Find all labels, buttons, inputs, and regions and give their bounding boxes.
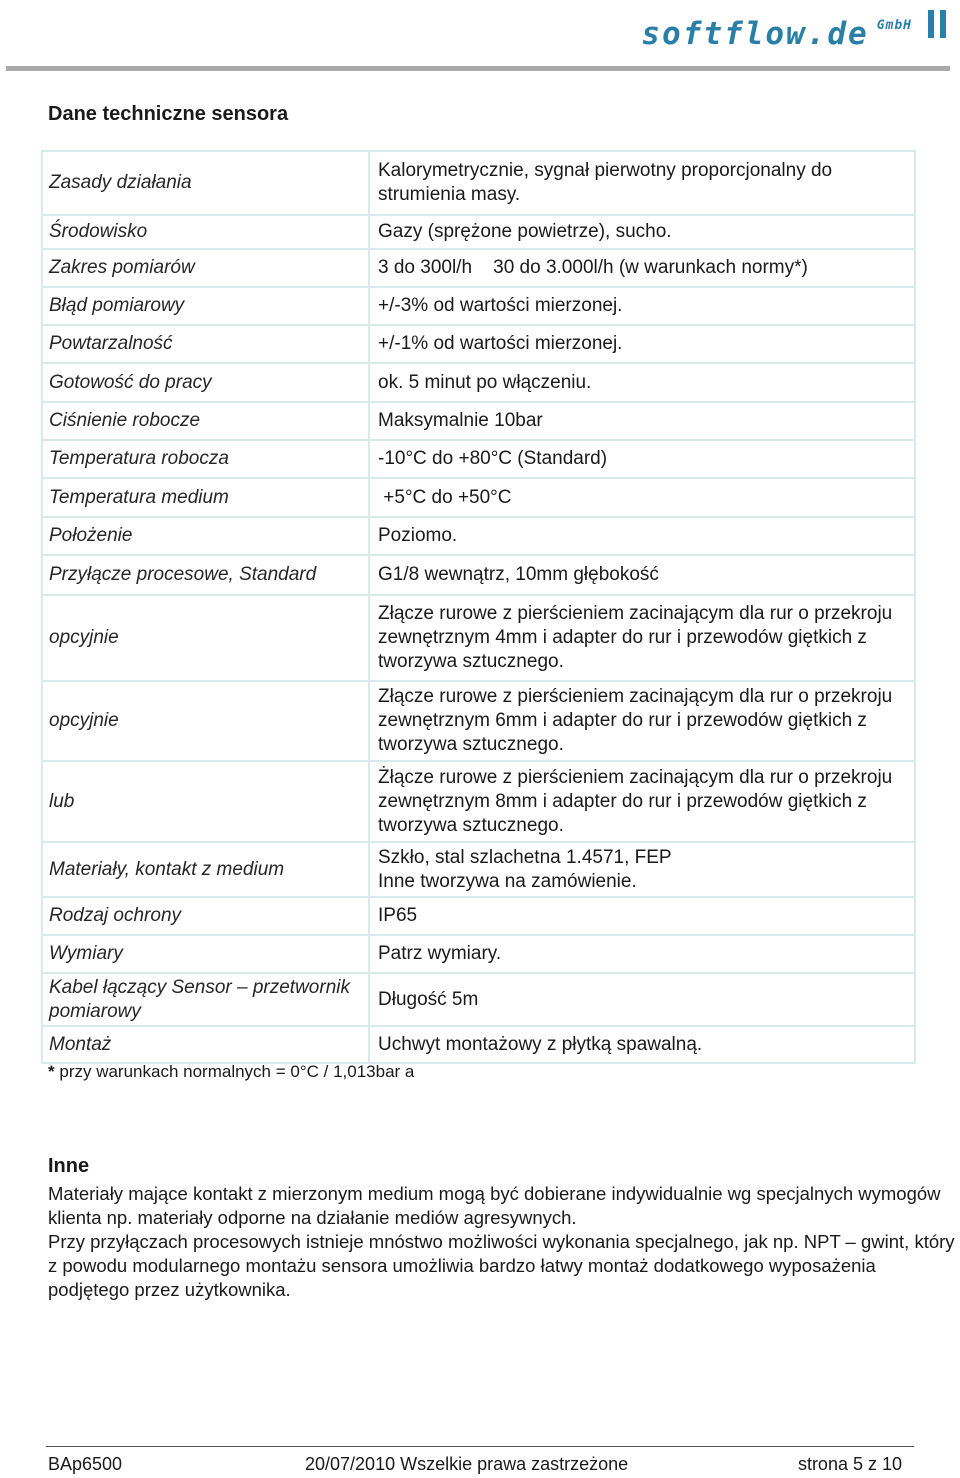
spec-value: Długość 5m	[369, 973, 915, 1026]
spec-label: Położenie	[42, 517, 369, 555]
spec-value: Żłącze rurowe z pierścieniem zacinającym dla rur o przekroju zewnętrznym 8mm i adapter do rur i przewodów giętkich z tworzywa sztucznego.	[369, 761, 915, 842]
other-section-title: Inne	[48, 1155, 90, 1177]
spec-label: Ciśnienie robocze	[42, 402, 369, 440]
spec-label: Zasady działania	[42, 151, 369, 215]
spec-label: Kabel łączący Sensor – przetwornik pomiarowy	[42, 973, 369, 1026]
spec-value: Gazy (sprężone powietrze), sucho.	[369, 215, 915, 249]
softflow-logo	[641, 6, 946, 56]
logo-suffix: GmbH	[876, 18, 912, 33]
spec-label: Materiały, kontakt z medium	[42, 842, 369, 897]
spec-value: 3 do 300l/h 30 do 3.000l/h (w warunkach normy*)	[369, 249, 915, 287]
spec-label: Przyłącze procesowe, Standard	[42, 555, 369, 595]
spec-value: IP65	[369, 897, 915, 935]
spec-value: +5°C do +50°C	[369, 478, 915, 517]
footer-page-number: strona 5 z 10	[797, 1454, 902, 1474]
spec-row	[42, 935, 915, 973]
spec-label: lub	[42, 761, 369, 842]
spec-value: Uchwyt montażowy z płytką spawalną.	[369, 1026, 915, 1063]
logo-text: softflow.de	[641, 16, 869, 52]
spec-label: Środowisko	[42, 215, 369, 249]
footnote	[48, 1062, 414, 1082]
other-section-text	[48, 1182, 960, 1302]
spec-row	[42, 517, 915, 555]
spec-row	[42, 151, 915, 215]
spec-row	[42, 215, 915, 249]
spec-row	[42, 842, 915, 897]
spec-label: Zakres pomiarów	[42, 249, 369, 287]
spec-row	[42, 287, 915, 325]
spec-row	[42, 595, 915, 681]
spec-table	[41, 150, 916, 1064]
spec-label: Montaż	[42, 1026, 369, 1063]
spec-row	[42, 325, 915, 363]
footer-doc-code: BAp6500	[48, 1454, 123, 1474]
spec-row	[42, 973, 915, 1026]
footer-date-rights: 20/07/2010 Wszelkie prawa zastrzeżone	[305, 1454, 629, 1474]
spec-row	[42, 897, 915, 935]
spec-row	[42, 1026, 915, 1063]
footnote-text: przy warunkach normalnych = 0°C / 1,013bar a	[59, 1062, 415, 1081]
footer-divider	[46, 1446, 914, 1447]
spec-label: opcyjnie	[42, 595, 369, 681]
logo-bars-icon	[928, 10, 946, 38]
spec-label: Rodzaj ochrony	[42, 897, 369, 935]
spec-value: Kalorymetrycznie, sygnał pierwotny proporcjonalny do strumienia masy.	[369, 151, 915, 215]
spec-row	[42, 761, 915, 842]
spec-row	[42, 249, 915, 287]
spec-label: Gotowość do pracy	[42, 363, 369, 402]
other-paragraph: Materiały mające kontakt z mierzonym medium mogą być dobierane indywidualnie wg specjalnych wymogów klienta np. materiały odporne na działanie mediów agresywnych.	[48, 1183, 941, 1228]
spec-value: Złącze rurowe z pierścieniem zacinającym dla rur o przekroju zewnętrznym 6mm i adapter do rur i przewodów giętkich z tworzywa sztucznego.	[369, 681, 915, 761]
spec-label: Temperatura medium	[42, 478, 369, 517]
spec-row	[42, 440, 915, 478]
spec-row	[42, 363, 915, 402]
header-divider	[6, 66, 950, 71]
spec-value: Szkło, stal szlachetna 1.4571, FEP Inne tworzywa na zamówienie.	[369, 842, 915, 897]
spec-row	[42, 681, 915, 761]
spec-value: +/-3% od wartości mierzonej.	[369, 287, 915, 325]
spec-value: +/-1% od wartości mierzonej.	[369, 325, 915, 363]
spec-value: ok. 5 minut po włączeniu.	[369, 363, 915, 402]
spec-label: opcyjnie	[42, 681, 369, 761]
spec-row	[42, 478, 915, 517]
spec-label: Błąd pomiarowy	[42, 287, 369, 325]
spec-value: G1/8 wewnątrz, 10mm głębokość	[369, 555, 915, 595]
footnote-mark: *	[48, 1062, 55, 1081]
spec-label: Temperatura robocza	[42, 440, 369, 478]
section-title: Dane techniczne sensora	[48, 103, 289, 125]
spec-row	[42, 555, 915, 595]
spec-value: Poziomo.	[369, 517, 915, 555]
spec-row	[42, 402, 915, 440]
spec-value: Złącze rurowe z pierścieniem zacinającym dla rur o przekroju zewnętrznym 4mm i adapter do rur i przewodów giętkich z tworzywa sztucznego.	[369, 595, 915, 681]
spec-value: Maksymalnie 10bar	[369, 402, 915, 440]
other-paragraph: Przy przyłączach procesowych istnieje mnóstwo możliwości wykonania specjalnego, jak np. NPT – gwint, który z powodu modularnego montażu sensora umożliwia bardzo łatwy montaż dodatkowego wyposażenia podjętego przez użytkownika.	[48, 1231, 955, 1300]
spec-value: -10°C do +80°C (Standard)	[369, 440, 915, 478]
spec-label: Powtarzalność	[42, 325, 369, 363]
spec-value: Patrz wymiary.	[369, 935, 915, 973]
spec-label: Wymiary	[42, 935, 369, 973]
